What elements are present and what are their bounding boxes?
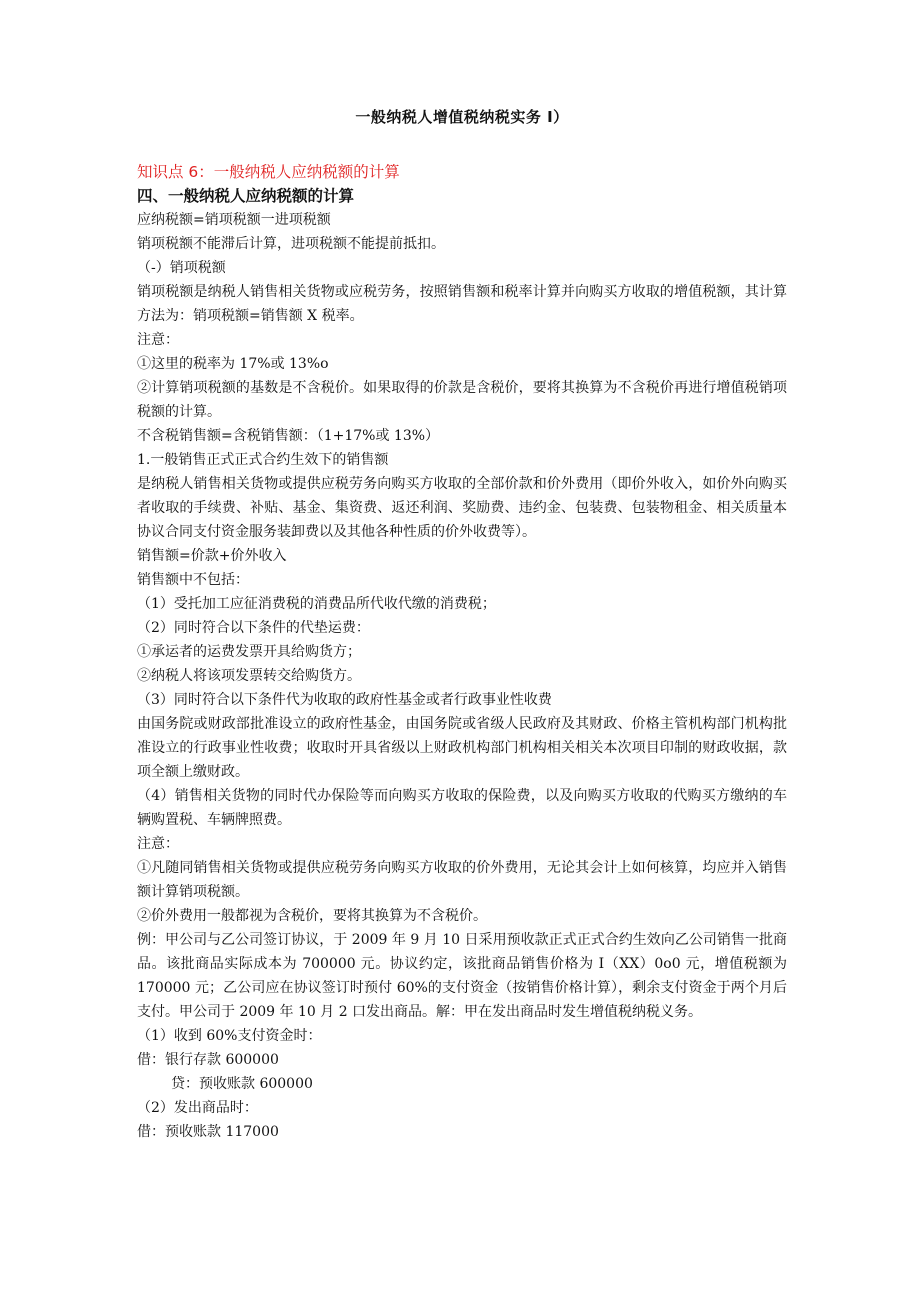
formula-line: 销售额=价款+价外收入 <box>137 548 287 564</box>
paragraph: 销项税额是纳税人销售相关货物或应税劳务，按照销售额和税率计算并向购买方收取的增值税额，其计算方法为：销项税额=销售额 X 税率。 <box>137 284 787 324</box>
section-heading: 四、一般纳税人应纳税额的计算 <box>137 187 355 205</box>
paragraph: 销项税额不能滞后计算，进项税额不能提前抵扣。 <box>137 236 445 252</box>
journal-entry-debit: 借：银行存款 600000 <box>137 1052 279 1068</box>
knowledge-point-heading: 知识点 6：一般纳税人应纳税额的计算 <box>137 163 400 181</box>
paragraph: 注意： <box>137 332 179 348</box>
list-item: （1）受托加工应征消费税的消费品所代收代缴的消费税； <box>137 596 496 612</box>
list-item: （3）同时符合以下条件代为收取的政府性基金或者行政事业性收费 <box>137 692 552 708</box>
journal-entry-credit: 贷：预收账款 600000 <box>171 1076 313 1092</box>
list-item: ②价外费用一般都视为含税价，要将其换算为不含税价。 <box>137 908 487 924</box>
paragraph: ①这里的税率为 17%或 13%o <box>137 356 329 372</box>
document-title: 一般纳税人增值税纳税实务 I） <box>355 108 569 126</box>
list-item: ①承运者的运费发票开具给购货方； <box>137 644 361 660</box>
paragraph: 是纳税人销售相关货物或提供应税劳务向购买方收取的全部价款和价外费用（即价外收入，如价外向购买者收取的手续费、补贴、基金、集资费、返还利润、奖励费、违约金、包装费、包装物租金、相关质量本协议合同支付资金服务装卸费以及其他各种性质的价外收费等）。 <box>137 476 787 540</box>
list-item: ①凡随同销售相关货物或提供应税劳务向购买方收取的价外费用，无论其会计上如何核算，均应并入销售额计算销项税额。 <box>137 860 787 900</box>
paragraph: ②计算销项税额的基数是不含税价。如果取得的价款是含税价，要将其换算为不含税价再进行增值税销项税额的计算。 <box>137 380 787 420</box>
journal-entry-debit: 借：预收账款 117000 <box>137 1124 279 1140</box>
subheading: 1.一般销售正式正式合约生效下的销售额 <box>137 452 389 468</box>
paragraph: （-）销项税额 <box>137 260 226 276</box>
formula-line: 不含税销售额=含税销售额：（1+17%或 13%） <box>137 428 440 444</box>
paragraph: 应纳税额=销项税额一进项税额 <box>137 212 331 228</box>
paragraph: 由国务院或财政部批准设立的政府性基金，由国务院或省级人民政府及其财政、价格主管机构部门机构批准设立的行政事业性收费；收取时开具省级以上财政机构部门机构相关相关本次项目印制的财政收据，款项全额上缴财政。 <box>137 716 787 780</box>
list-item: （1）收到 60%支付资金时： <box>137 1028 322 1044</box>
list-item: ②纳税人将该项发票转交给购货方。 <box>137 668 361 684</box>
list-item: （2）发出商品时： <box>137 1100 258 1116</box>
paragraph: 注意： <box>137 836 179 852</box>
paragraph: 销售额中不包括： <box>137 572 249 588</box>
document-page <box>137 106 787 1144</box>
list-item: （2）同时符合以下条件的代垫运费： <box>137 620 370 636</box>
list-item: （4）销售相关货物的同时代办保险等而向购买方收取的保险费，以及向购买方收取的代购买方缴纳的车辆购置税、车辆牌照费。 <box>137 788 787 828</box>
example-paragraph: 例：甲公司与乙公司签订协议，于 2009 年 9 月 10 日采用预收款正式正式合约生效向乙公司销售一批商品。该批商品实际成本为 700000 元。协议约定，该批商品销售价格为 I（XX）0o0 元，增值税额为 170000 元；乙公司应在协议签订时预付 60%的支付资金（按销售价格计算），剩余支付资金于两个月后支付。甲公司于 2009 年 10 月 2 口发出商品。解：甲在发出商品时发生增值税纳税义务。 <box>137 932 787 1020</box>
